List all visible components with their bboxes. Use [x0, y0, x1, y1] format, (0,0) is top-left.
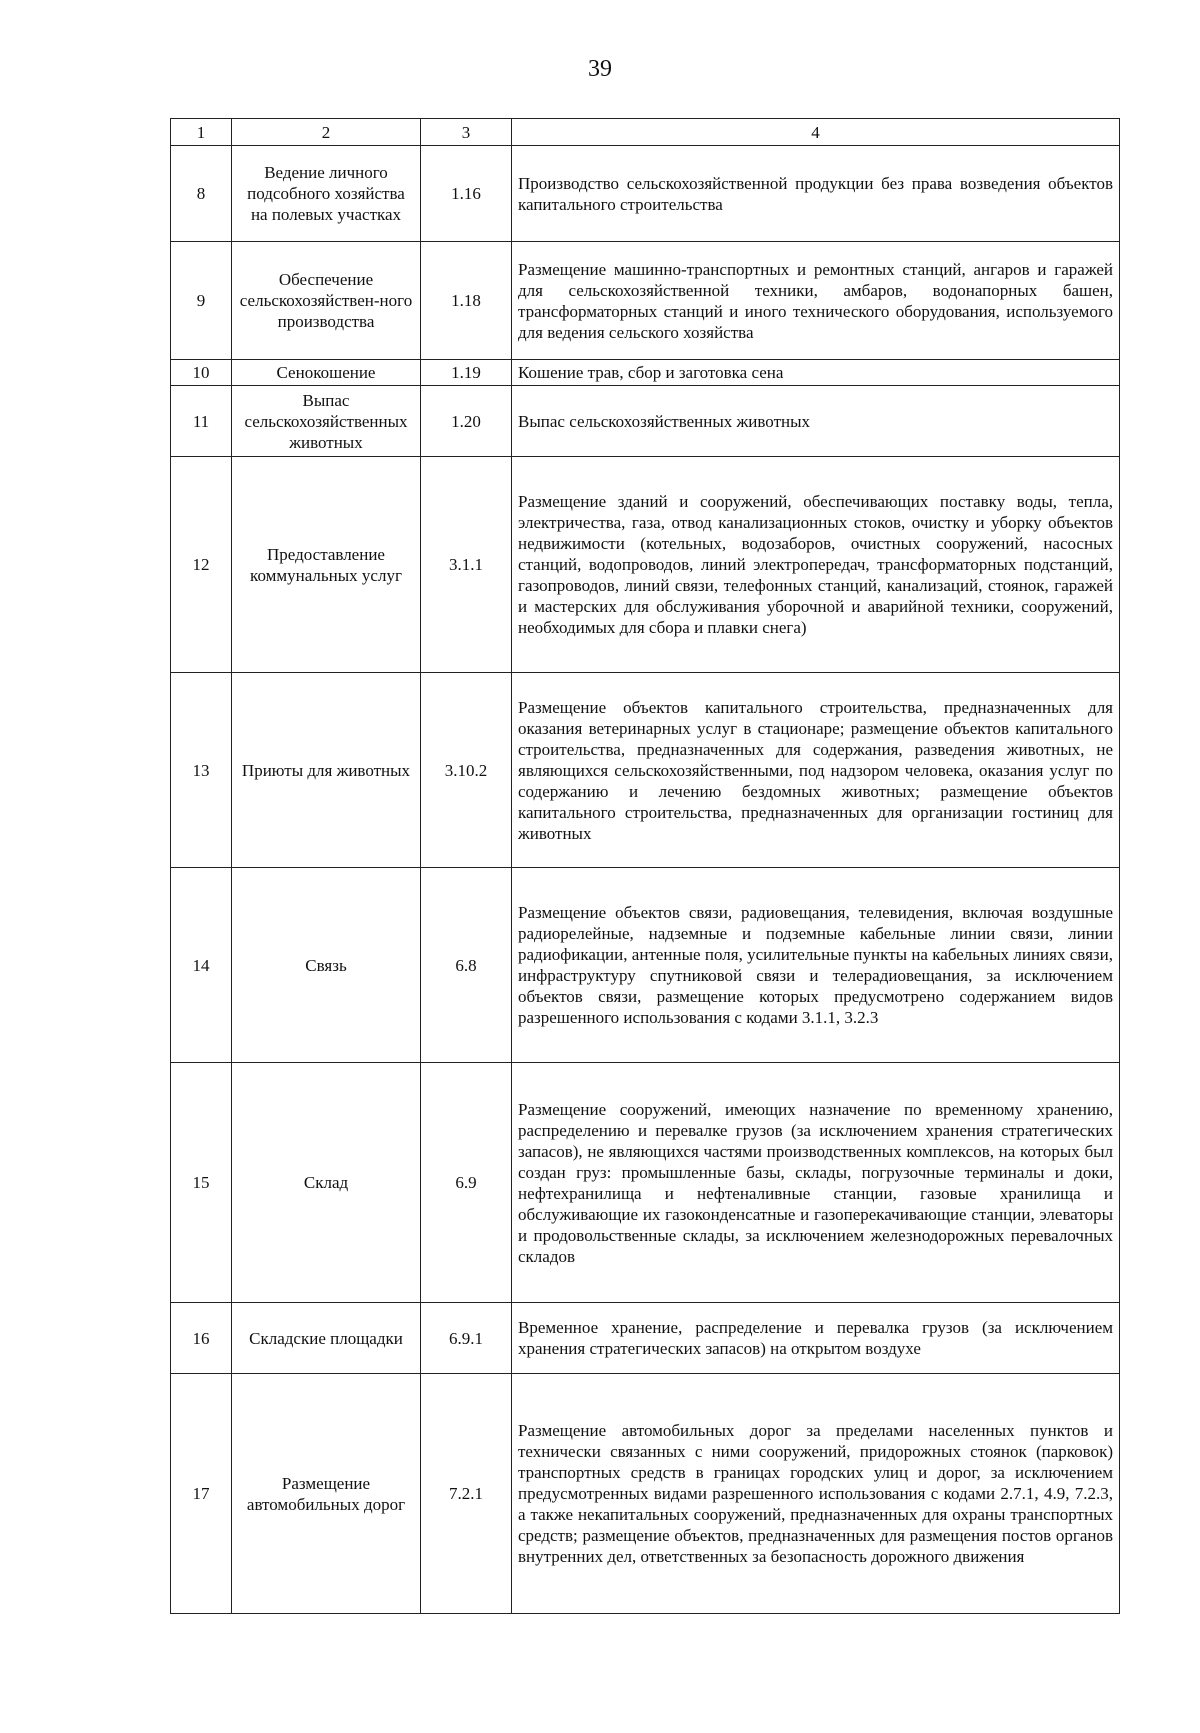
row-code: 7.2.1 [421, 1374, 512, 1614]
row-description: Производство сельскохозяйственной продукции без права возведения объектов капитального строительства [512, 146, 1120, 242]
header-col-3: 3 [421, 119, 512, 146]
header-col-1: 1 [171, 119, 232, 146]
table-row [171, 146, 1120, 242]
row-code: 6.9.1 [421, 1303, 512, 1374]
row-code: 6.9 [421, 1063, 512, 1303]
row-name: Складские площадки [232, 1303, 421, 1374]
row-code: 1.19 [421, 360, 512, 386]
row-name: Ведение личного подсобного хозяйства на полевых участках [232, 146, 421, 242]
table-row [171, 457, 1120, 673]
table-row [171, 1374, 1120, 1614]
row-description: Кошение трав, сбор и заготовка сена [512, 360, 1120, 386]
row-code: 1.20 [421, 386, 512, 457]
row-number: 16 [171, 1303, 232, 1374]
table-row [171, 868, 1120, 1063]
row-number: 13 [171, 673, 232, 868]
row-description: Размещение зданий и сооружений, обеспечивающих поставку воды, тепла, электричества, газа, отвод канализационных стоков, очистку и уборку объектов недвижимости (котельных, водозаборов, очистных сооружений, насосных станций, водопроводов, линий электропередач, трансформаторных подстанций, газопроводов, линий связи, телефонных станций, канализаций, стоянок, гаражей и мастерских для обслуживания уборочной и аварийной техники, сооружений, необходимых для сбора и плавки снега) [512, 457, 1120, 673]
row-number: 11 [171, 386, 232, 457]
row-name: Сенокошение [232, 360, 421, 386]
table-row [171, 386, 1120, 457]
row-number: 8 [171, 146, 232, 242]
row-number: 14 [171, 868, 232, 1063]
row-name: Выпас сельскохозяйственных животных [232, 386, 421, 457]
row-code: 6.8 [421, 868, 512, 1063]
row-number: 15 [171, 1063, 232, 1303]
table-row [171, 360, 1120, 386]
row-code: 3.1.1 [421, 457, 512, 673]
row-code: 1.16 [421, 146, 512, 242]
row-number: 10 [171, 360, 232, 386]
row-name: Связь [232, 868, 421, 1063]
row-code: 1.18 [421, 242, 512, 360]
header-col-2: 2 [232, 119, 421, 146]
row-description: Размещение объектов капитального строительства, предназначенных для оказания ветеринарных услуг в стационаре; размещение объектов капитального строительства, предназначенных для содержания, разведения животных, не являющихся сельскохозяйственными, под надзором человека, оказания услуг по содержанию и лечению бездомных животных; размещение объектов капитального строительства, предназначенных для организации гостиниц для животных [512, 673, 1120, 868]
table-row [171, 673, 1120, 868]
row-number: 12 [171, 457, 232, 673]
row-description: Выпас сельскохозяйственных животных [512, 386, 1120, 457]
header-col-4: 4 [512, 119, 1120, 146]
row-number: 17 [171, 1374, 232, 1614]
land-use-table [170, 118, 1120, 1614]
row-name: Обеспечение сельскохозяйствен-ного производства [232, 242, 421, 360]
row-name: Приюты для животных [232, 673, 421, 868]
table-row [171, 1063, 1120, 1303]
row-description: Размещение машинно-транспортных и ремонтных станций, ангаров и гаражей для сельскохозяйственной техники, амбаров, водонапорных башен, трансформаторных станций и иного технического оборудования, используемого для ведения сельского хозяйства [512, 242, 1120, 360]
page-number: 39 [588, 56, 612, 82]
row-description: Размещение объектов связи, радиовещания, телевидения, включая воздушные радиорелейные, надземные и подземные кабельные линии связи, линии радиофикации, антенные поля, усилительные пункты на кабельных линиях связи, инфраструктуру спутниковой связи и телерадиовещания, за исключением объектов связи, размещение которых предусмотрено содержанием видов разрешенного использования с кодами 3.1.1, 3.2.3 [512, 868, 1120, 1063]
table-header-row [171, 119, 1120, 146]
row-name: Размещение автомобильных дорог [232, 1374, 421, 1614]
row-description: Временное хранение, распределение и перевалка грузов (за исключением хранения стратегических запасов) на открытом воздухе [512, 1303, 1120, 1374]
table-row [171, 1303, 1120, 1374]
row-name: Склад [232, 1063, 421, 1303]
row-description: Размещение сооружений, имеющих назначение по временному хранению, распределению и перевалке грузов (за исключением хранения стратегических запасов), не являющихся частями производственных комплексов, на которых был создан груз: промышленные базы, склады, погрузочные терминалы и доки, нефтехранилища и нефтеналивные станции, газовые хранилища и обслуживающие их газоконденсатные и газоперекачивающие станции, элеваторы и продовольственные склады, за исключением железнодорожных перевалочных складов [512, 1063, 1120, 1303]
row-name: Предоставление коммунальных услуг [232, 457, 421, 673]
row-description: Размещение автомобильных дорог за пределами населенных пунктов и технически связанных с ними сооружений, придорожных стоянок (парковок) транспортных средств в границах городских улиц и дорог, за исключением предусмотренных видами разрешенного использования с кодами 2.7.1, 4.9, 7.2.3, а также некапитальных сооружений, предназначенных для охраны транспортных средств; размещение объектов, предназначенных для размещения постов органов внутренних дел, ответственных за безопасность дорожного движения [512, 1374, 1120, 1614]
row-number: 9 [171, 242, 232, 360]
table-row [171, 242, 1120, 360]
row-code: 3.10.2 [421, 673, 512, 868]
